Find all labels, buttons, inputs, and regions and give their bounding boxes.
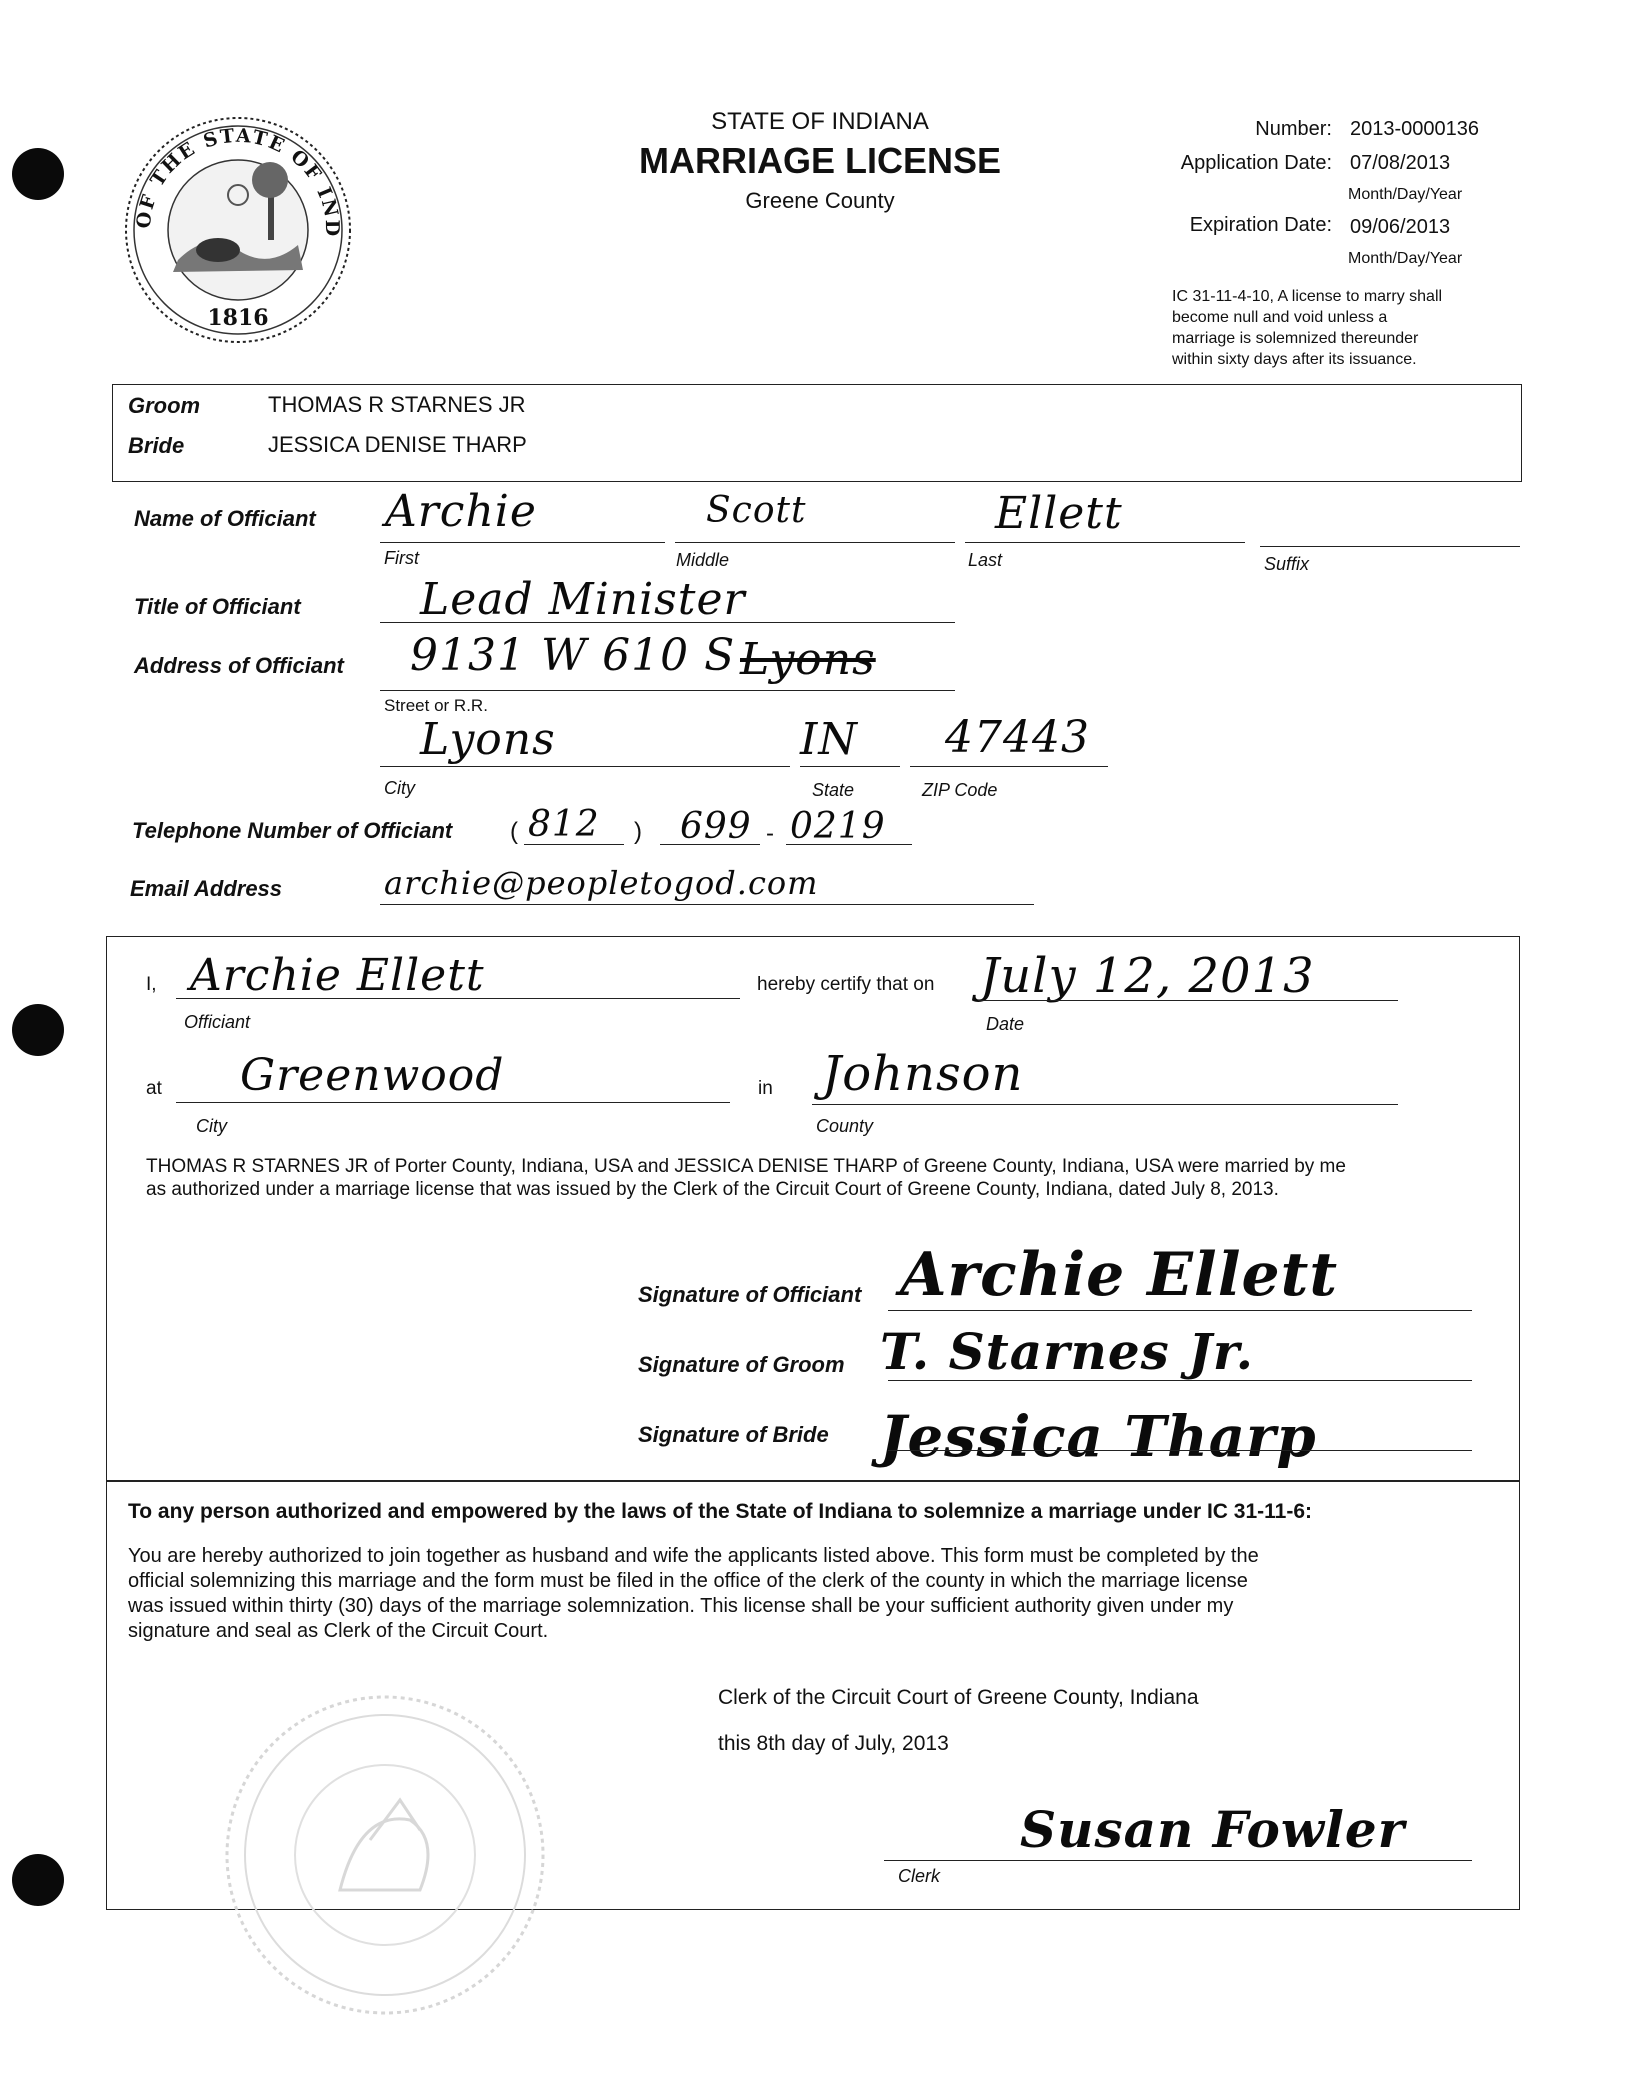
officiant-last-name: Ellett (995, 488, 1123, 539)
county-name: Greene County (745, 188, 895, 213)
groom-name: THOMAS R STARNES JR (268, 392, 526, 417)
officiant-street-struck: Lyons (740, 634, 876, 685)
state-seal (118, 110, 358, 350)
signature-groom-line (888, 1380, 1472, 1381)
signature-bride-label: Signature of Bride (638, 1422, 829, 1447)
email-line (380, 904, 1034, 905)
state-line (800, 766, 900, 767)
certify-officiant-line (176, 998, 740, 999)
marriage-date-line (978, 1000, 1398, 1001)
clerk-signature-line (884, 1860, 1472, 1861)
officiant-address-label: Address of Officiant (134, 653, 344, 678)
at-label: at (146, 1078, 162, 1099)
officiant-zip: 47443 (945, 712, 1090, 763)
caption-city: City (384, 778, 415, 798)
phone-paren-open: ( (510, 818, 518, 845)
officiant-street: 9131 W 610 S (410, 630, 736, 681)
signature-officiant-line (888, 1310, 1472, 1311)
authorization-body-line: You are hereby authorized to join together as husband and wife the applicants listed above. This form must be completed by the (128, 1545, 1259, 1567)
phone-area-line (524, 844, 624, 845)
caption-last: Last (968, 550, 1003, 570)
phone-prefix-line (660, 844, 760, 845)
certify-officiant-name: Archie Ellett (190, 950, 485, 1001)
officiant-first-name: Archie (385, 486, 537, 537)
officiant-email-label: Email Address (130, 876, 283, 901)
clerk-embossed-seal-graphic (220, 1690, 550, 2020)
state-seal-graphic (118, 110, 358, 350)
officiant-title: Lead Minister (420, 574, 746, 625)
signature-officiant: Archie Ellett (900, 1240, 1339, 1310)
clerk-embossed-seal (220, 1690, 550, 2020)
signature-bride: Jessica Tharp (880, 1404, 1317, 1470)
certify-text: hereby certify that on (757, 974, 935, 995)
expiration-date: 09/06/2013 (1350, 216, 1451, 238)
seal-text: OF THE STATE OF IND (132, 124, 344, 239)
ic-note (1172, 286, 1442, 370)
number-label: Number: (1255, 118, 1332, 140)
state-name: STATE OF INDIANA (711, 108, 929, 135)
marriage-city-line (176, 1102, 730, 1103)
caption-clerk: Clerk (898, 1866, 941, 1886)
last-name-line (965, 542, 1245, 543)
middle-name-line (675, 542, 955, 543)
caption-first: First (384, 548, 419, 568)
punch-hole-bottom (12, 1854, 64, 1906)
bride-label: Bride (128, 433, 185, 458)
signature-bride-line (888, 1450, 1472, 1451)
caption-city: City (196, 1116, 227, 1136)
marriage-date: July 12, 2013 (980, 948, 1315, 1004)
authorization-body-line: official solemnizing this marriage and the form must be filed in the office of the clerk of the county in which the marriage license (128, 1570, 1248, 1592)
authorization-heading: To any person authorized and empowered by the laws of the State of Indiana to solemnize a marriage under IC 31-11-6: (128, 1500, 1313, 1523)
bride-name: JESSICA DENISE THARP (268, 432, 527, 457)
ic-note-line: marriage is solemnized thereunder (1172, 330, 1419, 347)
authorization-body-line: was issued within thirty (30) days of the marriage solemnization. This license shall be your sufficient authority given under my (128, 1595, 1234, 1617)
zip-line (910, 766, 1108, 767)
officiant-city: Lyons (420, 714, 556, 765)
phone-line-line (786, 844, 912, 845)
clerk-date: this 8th day of July, 2013 (718, 1732, 949, 1755)
phone-paren-close: ) (634, 818, 642, 845)
officiant-phone-area: 812 (528, 804, 600, 845)
officiant-middle-name: Scott (706, 490, 807, 531)
date-format-caption: Month/Day/Year (1348, 186, 1463, 203)
officiant-name-label: Name of Officiant (134, 506, 316, 531)
application-date-label: Application Date: (1180, 152, 1332, 174)
date-format-caption: Month/Day/Year (1348, 250, 1463, 267)
phone-dash: - (766, 820, 774, 847)
clerk-title: Clerk of the Circuit Court of Greene County, Indiana (718, 1686, 1199, 1709)
caption-state: State (812, 780, 855, 800)
ic-note-line: IC 31-11-4-10, A license to marry shall (1172, 288, 1443, 305)
statement-line: as authorized under a marriage license that was issued by the Clerk of the Circuit Court of Greene County, Indiana, dated July 8, 2013. (146, 1179, 1279, 1200)
caption-suffix: Suffix (1264, 554, 1310, 574)
marriage-city: Greenwood (240, 1050, 505, 1101)
authorization-body-line: signature and seal as Clerk of the Circuit Court. (128, 1620, 549, 1642)
officiant-phone-label: Telephone Number of Officiant (132, 818, 453, 843)
page-title: MARRIAGE LICENSE (638, 140, 1002, 181)
caption-zip: ZIP Code (922, 780, 998, 800)
punch-hole-middle (12, 1004, 64, 1056)
groom-label: Groom (128, 393, 201, 418)
authorization-body (128, 1544, 1259, 1644)
expiration-date-label: Expiration Date: (1189, 214, 1332, 236)
signature-officiant-label: Signature of Officiant (638, 1282, 862, 1307)
caption-date: Date (986, 1014, 1025, 1034)
ic-note-line: within sixty days after its issuance. (1172, 351, 1417, 368)
certificate-box (106, 936, 1520, 1482)
caption-county: County (816, 1116, 874, 1136)
city-line (380, 766, 790, 767)
marriage-county: Johnson (822, 1046, 1024, 1102)
officiant-state: IN (800, 714, 858, 765)
officiant-phone-prefix: 699 (680, 806, 752, 847)
in-label: in (758, 1078, 773, 1099)
first-name-line (380, 542, 665, 543)
caption-officiant: Officiant (184, 1012, 251, 1032)
application-date: 07/08/2013 (1350, 152, 1451, 174)
title-line (380, 622, 955, 623)
officiant-title-label: Title of Officiant (134, 594, 301, 619)
signature-groom-label: Signature of Groom (638, 1352, 845, 1377)
signature-groom: T. Starnes Jr. (880, 1322, 1255, 1381)
seal-year: 1816 (207, 305, 269, 331)
suffix-line (1260, 546, 1520, 547)
officiant-phone-line: 0219 (790, 806, 886, 847)
street-line (380, 690, 955, 691)
caption-middle: Middle (676, 550, 730, 570)
caption-street: Street or R.R. (384, 696, 488, 715)
certify-i-label: I, (146, 974, 157, 995)
ic-note-line: become null and void unless a (1172, 309, 1388, 326)
statement-line: THOMAS R STARNES JR of Porter County, Indiana, USA and JESSICA DENISE THARP of Greene County, Indiana, USA were married by me (146, 1156, 1346, 1177)
clerk-signature: Susan Fowler (1020, 1800, 1406, 1859)
license-number: 2013-0000136 (1350, 118, 1480, 140)
marriage-county-line (812, 1104, 1398, 1105)
punch-hole-top (12, 148, 64, 200)
officiant-email: archie@peopletogod.com (384, 864, 819, 902)
